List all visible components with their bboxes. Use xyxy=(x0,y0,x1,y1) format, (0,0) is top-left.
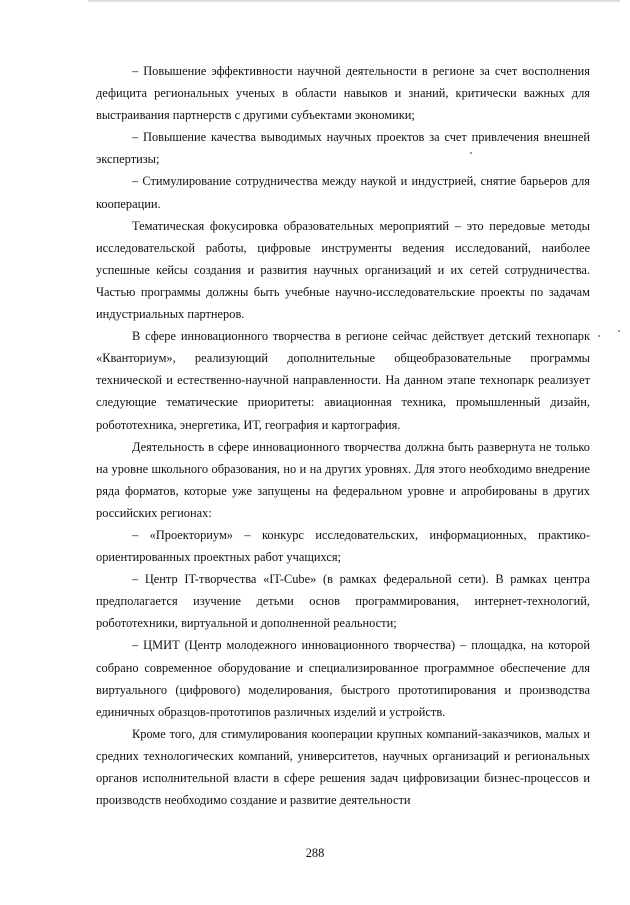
bullet-item: – «Проекториум» – конкурс исследовательских, информационных, практико-ориентированных проектных работ учащихся; xyxy=(96,527,590,565)
scan-top-edge xyxy=(88,0,620,3)
body-paragraph: Кроме того, для стимулирования кооперации крупных компаний-заказчиков, малых и средних технологических компаний, университетов, научных организаций и региональных органов исполнительной власти в сфере решения задач цифровизации бизнес-процессов и производств необходимо создание и развитие деятельности xyxy=(96,726,590,808)
bullet-item: – Повышение эффективности научной деятельности в регионе за счет восполнения дефицита региональных ученых в области навыков и знаний, критически важных для выстраивания партнерств с другими субъектами экономики; xyxy=(96,64,590,123)
bullet-item: – Центр IT-творчества «IT-Cube» (в рамках федеральной сети). В рамках центра предполагается изучение детьми основ программирования, интернет-технологий, робототехники, виртуальной и дополненной реальности; xyxy=(96,572,590,631)
scan-speck xyxy=(598,335,600,337)
bullet-item: – ЦМИТ (Центр молодежного инновационного творчества) – площадка, на которой собрано современное оборудование и специализированное программное обеспечение для виртуального (цифрового) моделирования, быстрого прототипирования и производства единичных образцов-прототипов различных изделий и устройств. xyxy=(96,638,590,719)
body-paragraph: Деятельность в сфере инновационного творчества должна быть развернута не только на уровне школьного образования, но и на других уровнях. Для этого необходимо внедрение ряда форматов, которые уже запущены на федеральном уровне и апробированы в других российских регионах: xyxy=(96,439,590,520)
bullet-item: – Повышение качества выводимых научных проектов за счет привлечения внешней экспертизы; xyxy=(96,130,590,167)
document-page xyxy=(96,60,590,811)
body-paragraph: В сфере инновационного творчества в регионе сейчас действует детский технопарк «Кванториум», реализующий дополнительные общеобразовательные программы технической и естественно-научной направленности. На данном этапе технопарк реализует следующие тематические приоритеты: авиационная техника, промышленный дизайн, робототехника, энергетика, ИТ, география и картография. xyxy=(96,329,590,432)
bullet-item: – Стимулирование сотрудничества между наукой и индустрией, снятие барьеров для кооперации. xyxy=(96,174,590,211)
scan-speck xyxy=(470,152,472,154)
body-paragraph: Тематическая фокусировка образовательных мероприятий – это передовые методы исследовательской работы, цифровые инструменты ведения исследований, наиболее успешные кейсы создания и развития научных организаций и их сетей сотрудничества. Частью программы должны быть учебные научно-исследовательские проекты по задачам индустриальных партнеров. xyxy=(96,218,590,322)
scan-speck xyxy=(618,330,620,332)
page-number: 288 xyxy=(305,846,325,860)
